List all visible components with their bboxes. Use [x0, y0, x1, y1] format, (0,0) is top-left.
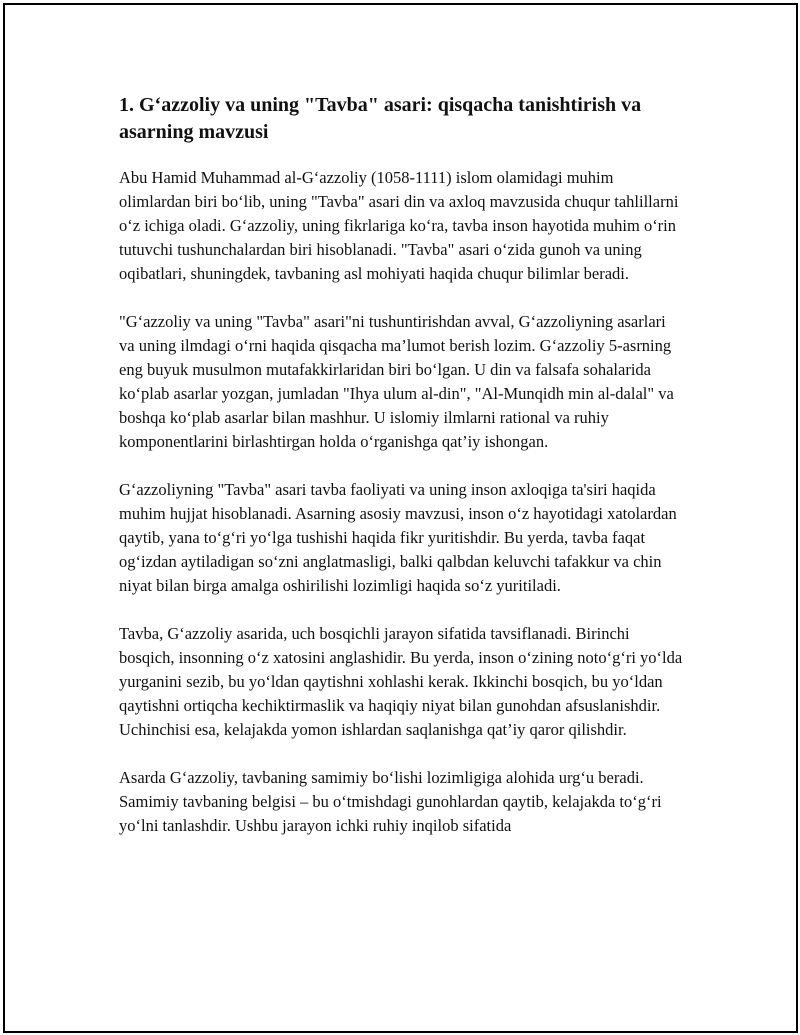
- paragraph-2: "G‘azzoliy va uning "Tavba" asari"ni tushuntirishdan avval, G‘azzoliyning asarlari va uning ilmdagi o‘rni haqida qisqacha ma’lumot berish lozim. G‘azzoliy 5-asrning eng buyuk musulmon mutafakkirlaridan biri bo‘lgan. U din va falsafa sohalarida ko‘plab asarlar yozgan, jumladan "Ihya ulum al-din", "Al-Munqidh min al-dalal" va boshqa ko‘plab asarlar bilan mashhur. U islomiy ilmlarni rational va ruhiy komponentlarini birlashtirgan holda o‘rganishga qat’iy ishongan.: [119, 312, 674, 451]
- paragraph-4: Tavba, G‘azzoliy asarida, uch bosqichli jarayon sifatida tavsiflanadi. Birinchi bosqich, insonning o‘z xatosini anglashidir. Bu yerda, inson o‘zining noto‘g‘ri yo‘lda yurganini sezib, bu yo‘ldan qaytishni xohlashi kerak. Ikkinchi bosqich, bu yo‘ldan qaytishni ortiqcha kechiktirmaslik va haqiqiy niyat bilan gunohdan afsuslanishdir. Uchinchisi esa, kelajakda yomon ishlardan saqlanishga qat’iy qaror qilishdir.: [119, 624, 683, 739]
- paragraph-1: Abu Hamid Muhammad al-G‘azzoliy (1058-1111) islom olamidagi muhim olimlardan biri bo‘lib, uning "Tavba" asari din va axloq mavzusida chuqur tahlillarni o‘z ichiga oladi. G‘azzoliy, uning fikrlariga ko‘ra, tavba inson hayotida muhim o‘rin tutuvchi tushunchalardan biri hisoblanadi. "Tavba" asari o‘zida gunoh va uning oqibatlari, shuningdek, tavbaning asl mohiyati haqida chuqur bilimlar beradi.: [119, 168, 679, 283]
- document-body: [119, 92, 684, 862]
- paragraph-5: Asarda G‘azzoliy, tavbaning samimiy bo‘lishi lozimligiga alohida urg‘u beradi. Samimiy tavbaning belgisi – bu o‘tmishdagi gunohlardan qaytib, kelajakda to‘g‘ri yo‘lni tanlashdir. Ushbu jarayon ichki ruhiy inqilob sifatida: [119, 768, 662, 835]
- section-heading: 1. G‘azzoliy va uning "Tavba" asari: qisqacha tanishtirish va asarning mavzusi: [119, 94, 642, 143]
- paragraph-3: G‘azzoliyning "Tavba" asari tavba faoliyati va uning inson axloqiga ta'siri haqida muhim hujjat hisoblanadi. Asarning asosiy mavzusi, inson o‘z hayotidagi xatolardan qaytib, yana to‘g‘ri yo‘lga tushishi haqida fikr yuritishdir. Bu yerda, tavba faqat og‘izdan aytiladigan so‘zni anglatmasligi, balki qalbdan keluvchi tafakkur va chin niyat bilan birga amalga oshirilishi lozimligi haqida so‘z yuritiladi.: [119, 480, 677, 595]
